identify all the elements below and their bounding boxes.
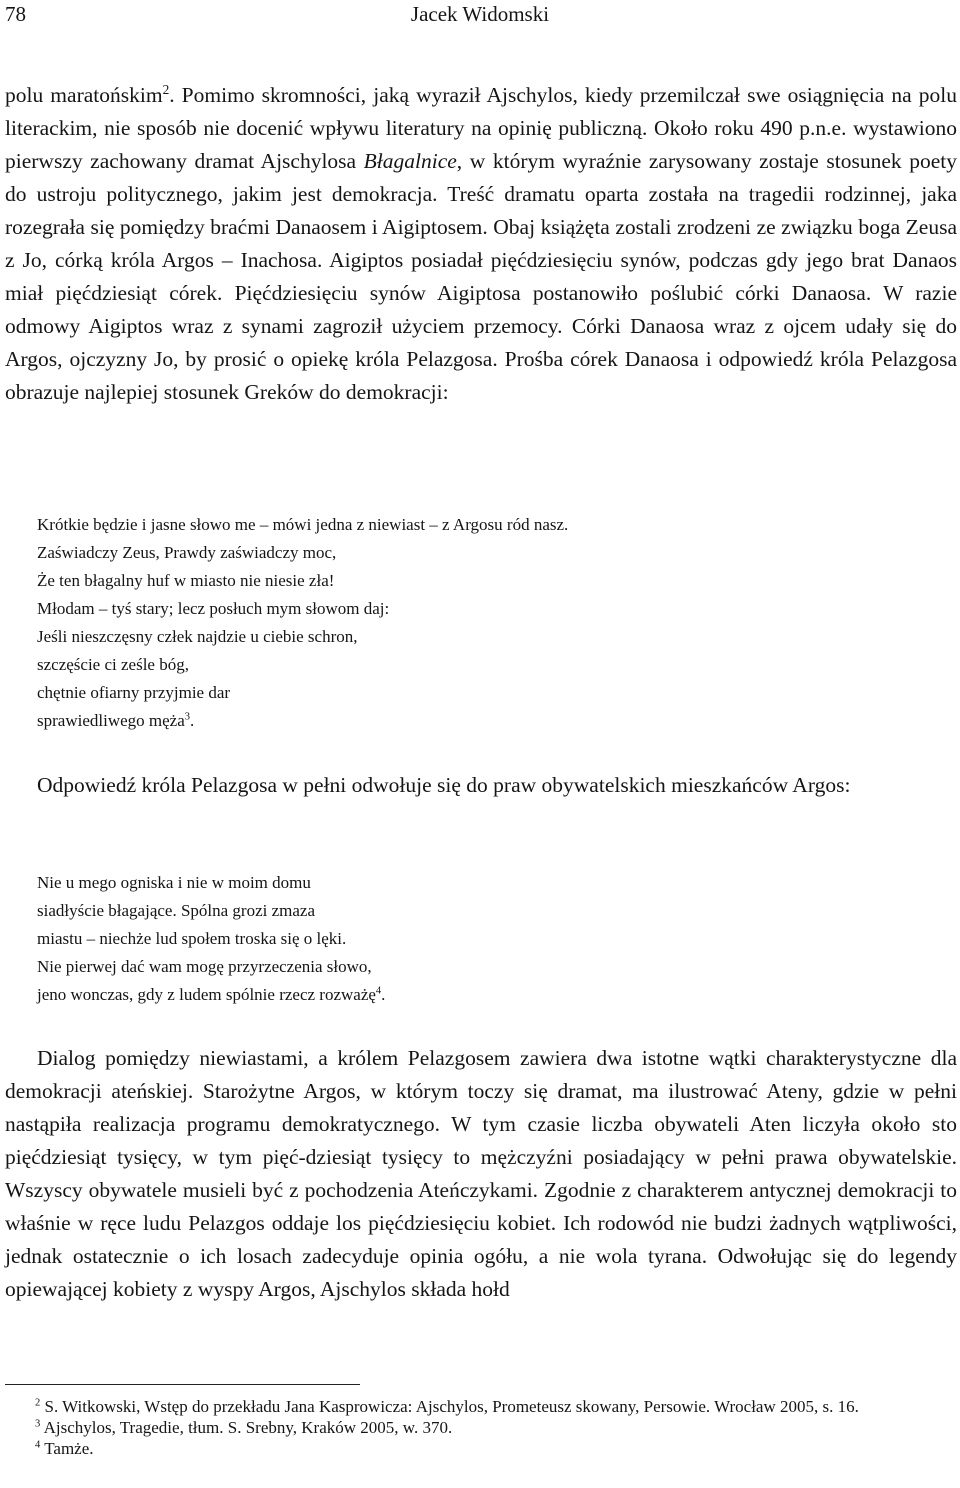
verse-text: jeno wonczas, gdy z ludem spólnie rzecz rozważę (37, 985, 376, 1004)
verse-end: . (381, 985, 386, 1004)
verse-line: Że ten błagalny huf w miasto nie niesie zła! (37, 571, 335, 590)
running-author: Jacek Widomski (410, 2, 550, 26)
footnote-number: 2 (35, 1397, 41, 1409)
footnote-ref-3: 3 (184, 711, 191, 723)
body-paragraph-2 (5, 769, 957, 802)
paragraph-text: . Pomimo skromności, jaką wyraził Ajschylos, kiedy przemilczał swe osiągnięcia na polu literackim, nie sposób nie docenić wpływu literatury na opinię publiczną. Około roku 490 p.n.e. wystawiono pierwszy zachowany dramat Ajschylosa (5, 83, 957, 173)
body-paragraph-1 (5, 79, 957, 409)
verse-line: Krótkie będzie i jasne słowo me – mówi jedna z niewiast – z Argosu ród nasz. (37, 515, 569, 534)
footnote-number: 4 (35, 1439, 41, 1451)
verse-quote-2 (37, 869, 917, 1009)
verse-line: chętnie ofiarny przyjmie dar (37, 683, 231, 702)
play-title: Błagalnice (363, 149, 457, 173)
footnote-text: Tamże. (44, 1439, 94, 1458)
footnote-4 (5, 1438, 957, 1459)
paragraph-text: polu maratońskim (5, 83, 163, 107)
page-number: 78 (5, 2, 26, 26)
body-paragraph-3 (5, 1042, 957, 1306)
verse-line: Jeśli nieszczęsny człek najdzie u ciebie schron, (37, 627, 358, 646)
footnote-number: 3 (35, 1418, 41, 1430)
verse-line-last (37, 707, 917, 735)
paragraph-text: Odpowiedź króla Pelazgosa w pełni odwołuje się do praw obywatelskich mieszkańców Argos: (37, 773, 851, 797)
footnotes (5, 1396, 957, 1459)
verse-line: siadłyście błagające. Spólna grozi zmaza (37, 901, 316, 920)
verse-line: Zaświadczy Zeus, Prawdy zaświadczy moc, (37, 543, 337, 562)
verse-line: miastu – niechże lud społem troska się o lęki. (37, 929, 347, 948)
verse-line: Nie pierwej dać wam mogę przyrzeczenia słowo, (37, 957, 372, 976)
verse-line: Młodam – tyś stary; lecz posłuch mym słowom daj: (37, 599, 390, 618)
paragraph-text: Dialog pomiędzy niewiastami, a królem Pelazgosem zawiera dwa istotne wątki charakterystyczne dla demokracji ateńskiej. Starożytne Argos, w którym toczy się dramat, ma ilustrować Ateny, gdzie w pełni nastąpiła realizacja programu demokratycznego. W tym czasie liczba obywateli Aten liczyła około sto pięćdziesiąt tysięcy, w tym pięć-dziesiąt tysięcy to mężczyźni posiadający w pełni prawa obywatelskie. Wszyscy obywatele musieli być z pochodzenia Ateńczykami. Zgodnie z charakterem antycznej demokracji to właśnie w ręce ludu Pelazgos oddaje los pięćdziesięciu kobiet. Ich rodowód nie budzi żadnych wątpliwości, jednak ostatecznie o ich losach zadecyduje opinia ogółu, a nie wola tyrana. Odwołując się do legendy opiewającej kobiety z wyspy Argos, Ajschylos składa hołd (5, 1046, 957, 1301)
verse-line: Nie u mego ogniska i nie w moim domu (37, 873, 311, 892)
footnote-separator (5, 1384, 360, 1385)
footnote-2 (5, 1396, 957, 1417)
paragraph-text: , w którym wyraźnie zarysowany zostaje stosunek poety do ustroju politycznego, jakim jest demokracja. Treść dramatu oparta została na tragedii rodzinnej, jaka rozegrała się pomiędzy braćmi Danaosem i Aigiptosem. Obaj książęta zostali zrodzeni ze związku boga Zeusa z Jo, córką króla Argos – Inachosa. Aigiptos posiadał pięćdziesięciu synów, podczas gdy jego brat Danaos miał pięćdziesiąt córek. Pięćdziesięciu synów Aigiptosa postanowiło poślubić córki Danaosa. W razie odmowy Aigiptos wraz z synami zagroził użyciem przemocy. Córki Danaosa wraz z ojcem udały się do Argos, ojczyzny Jo, by prosić o opiekę króla Pelazgosa. Prośba córek Danaosa i odpowiedź króla Pelazgosa obrazuje najlepiej stosunek Greków do demokracji: (5, 149, 957, 404)
verse-quote-1 (37, 511, 917, 735)
running-header (0, 0, 960, 30)
verse-text: sprawiedliwego męża (37, 711, 185, 730)
verse-line-last (37, 981, 917, 1009)
footnote-text: S. Witkowski, Wstęp do przekładu Jana Kasprowicza: Ajschylos, Prometeusz skowany, Persowie. Wrocław 2005, s. 16. (44, 1397, 859, 1416)
verse-line: szczęście ci ześle bóg, (37, 655, 189, 674)
footnote-ref-4: 4 (375, 985, 382, 997)
footnote-3 (5, 1417, 957, 1438)
footnote-ref-2: 2 (162, 81, 170, 97)
footnote-text: Ajschylos, Tragedie, tłum. S. Srebny, Kraków 2005, w. 370. (43, 1418, 453, 1437)
verse-end: . (190, 711, 195, 730)
